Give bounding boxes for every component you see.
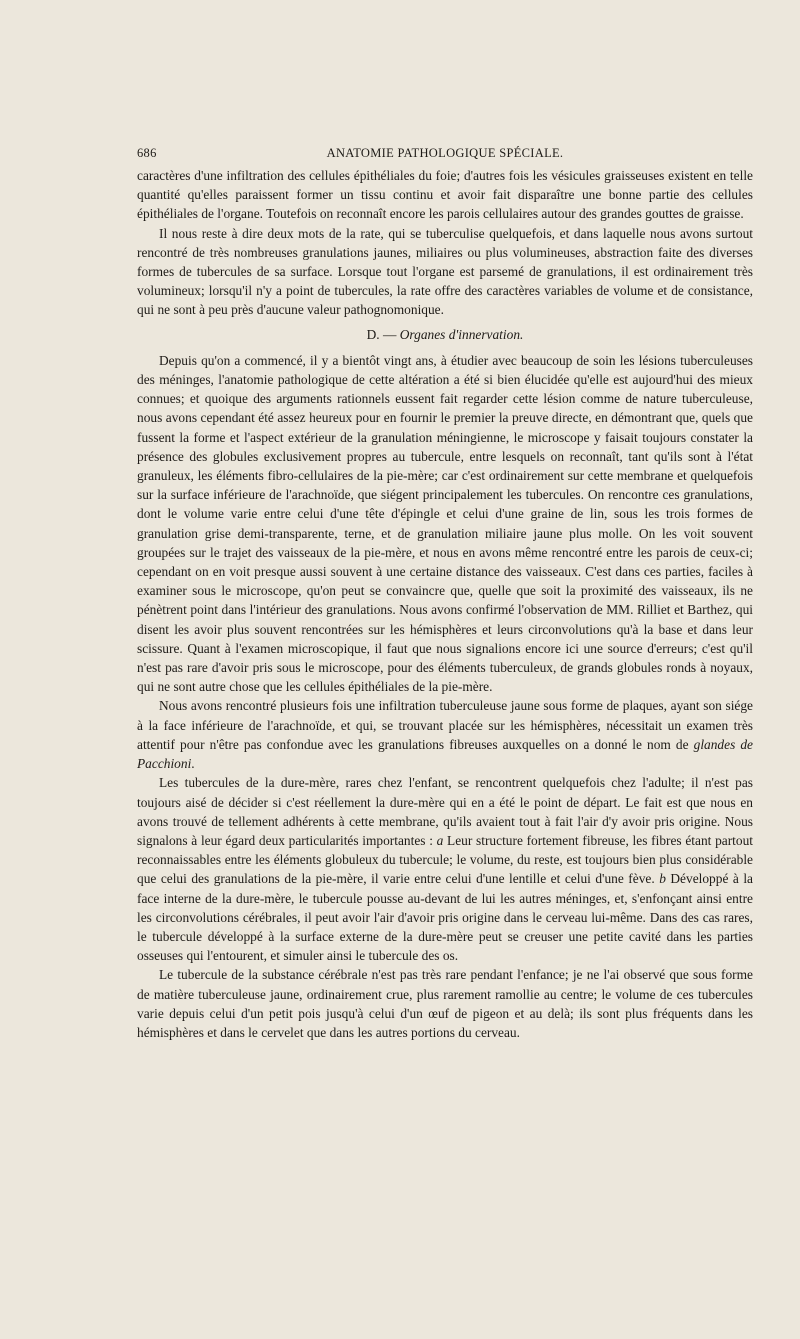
- dura-text-1: Les tubercules de la dure-mère, rares chez l'enfant, se rencontrent quelquefois chez l'adulte; il n'est pas toujours aisé de décider si c'est réellement la dure-mère qui en a été le point de départ. Le fait est que nous en avons trouvé de tellement adhérents à cette membrane, qu'ils avaient tout à fait l'air d'y avoir pris origine. Nous signalons à leur égard deux particularités importantes :: [137, 775, 753, 848]
- dura-text-3: Développé à la face interne de la dure-mère, le tubercule pousse au-devant de lui les autres méninges, et, s'enfonçant ainsi entre les circonvolutions cérébrales, il peut avoir l'air d'avoir pris origine dans le cerveau lui-même. Dans des cas rares, le tubercule développé à la surface externe de la dure-mère peut se creuser une petite cavité dans les parties osseuses qui l'entourent, et simuler ainsi le tubercule des os.: [137, 871, 753, 964]
- arachnoid-text: Nous avons rencontré plusieurs fois une infiltration tuberculeuse jaune sous forme de plaques, ayant son siége à la face inférieure de l'arachnoïde, et qui, se trouvant placée sur les hémisphères, nécessitait un examen très attentif pour n'être pas confondue avec les granulations fibreuses auxquelles on a donné le nom de: [137, 698, 753, 752]
- section-letter: D.: [366, 326, 380, 342]
- dura-text-2: Leur structure fortement fibreuse, les fibres étant partout reconnaissables entre les éléments globuleux du tubercule; le volume, du reste, est toujours bien plus considérable que celui des granulations de la pie-mère, il varie entre celui d'une lentille et celui d'une fève.: [137, 832, 753, 887]
- paragraph-cerebral-substance: Le tubercule de la substance cérébrale n'est pas très rare pendant l'enfance; je ne l'ai observé que sous forme de matière tuberculeuse jaune, ordinairement crue, plus rarement ramollie au centre; le volume de ces tubercules varie depuis celui d'un petit pois jusqu'à celui d'un œuf de pigeon et au delà; ils sont plus fréquents dans les hémisphères et dans le cervelet que dans les autres portions du cerveau.: [137, 967, 753, 1040]
- running-title: ANATOMIE PATHOLOGIQUE SPÉCIALE.: [326, 146, 564, 160]
- marker-b: b: [659, 871, 666, 887]
- paragraph-meninges: Depuis qu'on a commencé, il y a bientôt vingt ans, à étudier avec beaucoup de soin les lésions tuberculeuses des méninges, l'anatomie pathologique de cette altération a été si bien élucidée qu'elle est aujourd'hui des mieux connues; et quoique des arguments rationnels eussent fait regarder cette lésion comme de nature tuberculeuse, nous avons cependant été assez heureux pour en fournir le premier la preuve directe, en démontrant que, quels que fussent la forme et l'aspect extérieur de la granulation méningienne, le microscope y faisait toujours constater la présence des globules exclusivement propres au tubercule, entre lesquels on reconnaît, tant qu'ils sont à l'état granuleux, les éléments fibro-cellulaires de la pie-mère; car c'est ordinairement sur cette membrane et quelquefois sur la surface inférieure de l'arachnoïde, que siégent principalement les tubercules. On rencontre ces granulations, dont le volume varie entre celui d'une tête d'épingle et celui d'une graine de lin, sous les trois formes de granulation grise demi-transparente, terne, et de granulation miliaire jaune plus molle. On les voit souvent groupées sur le trajet des vaisseaux de la pie-mère, et nous en avons même rencontré entre les parois de ceux-ci; cependant on en voit presque aussi souvent à une certaine distance des vaisseaux. C'est dans ces parties, faciles à examiner sous le microscope, qu'on peut se convaincre que, quelle que soit la proximité des vaisseaux, ils ne pénètrent point dans l'intérieur des granulations. Nous avons confirmé l'observation de MM. Rilliet et Barthez, qui disent les avoir plus souvent rencontrées sur les hémisphères et leurs circonvolutions qu'à la base et dans leur scissure. Quant à l'examen microscopique, il faut que nous signalions encore ici une source d'erreurs; c'est qu'il n'est pas rare d'avoir pris sous le microscope, pour des éléments tuberculeux, de grands globules ronds à noyaux, qui ne sont autre chose que les cellules épithéliales de la pie-mère.: [137, 352, 753, 695]
- arachnoid-end: .: [191, 756, 195, 772]
- paragraph-liver-continuation: caractères d'une infiltration des cellules épithéliales du foie; d'autres fois les vésicules graisseuses existent en telle quantité qu'elles paraissent former un tissu continu et avoir fait disparaître une bonne partie des cellules épithéliales de l'organe. Toutefois on reconnaît encore les parois cellulaires autour des grandes gouttes de graisse.: [137, 168, 753, 222]
- running-head: [137, 146, 753, 162]
- paragraph-dura-mater: [137, 773, 753, 965]
- section-title: Organes d'innervation.: [399, 326, 524, 342]
- paragraph-arachnoid-plaques: [137, 696, 753, 773]
- paragraph-spleen: Il nous reste à dire deux mots de la rate, qui se tuberculise quelquefois, et dans laquelle nous avons surtout rencontré de très nombreuses granulations jaunes, miliaires ou plus volumineuses, abstraction faite des diverses formes de tubercules de sa surface. Lorsque tout l'organe est parsemé de granulations, il est ordinairement très volumineux; lorsqu'il n'y a point de tubercules, la rate offre des caractères variables de volume et de consistance, qui ne sont à peu près d'aucune valeur pathognomonique.: [137, 225, 753, 318]
- section-dash: —: [383, 326, 397, 342]
- page-number: 686: [137, 146, 157, 160]
- body-text: [137, 166, 753, 1042]
- marker-a: a: [436, 832, 444, 848]
- section-heading: [137, 325, 753, 344]
- pacchioni-glands-term: glandes de Pacchioni: [137, 736, 753, 772]
